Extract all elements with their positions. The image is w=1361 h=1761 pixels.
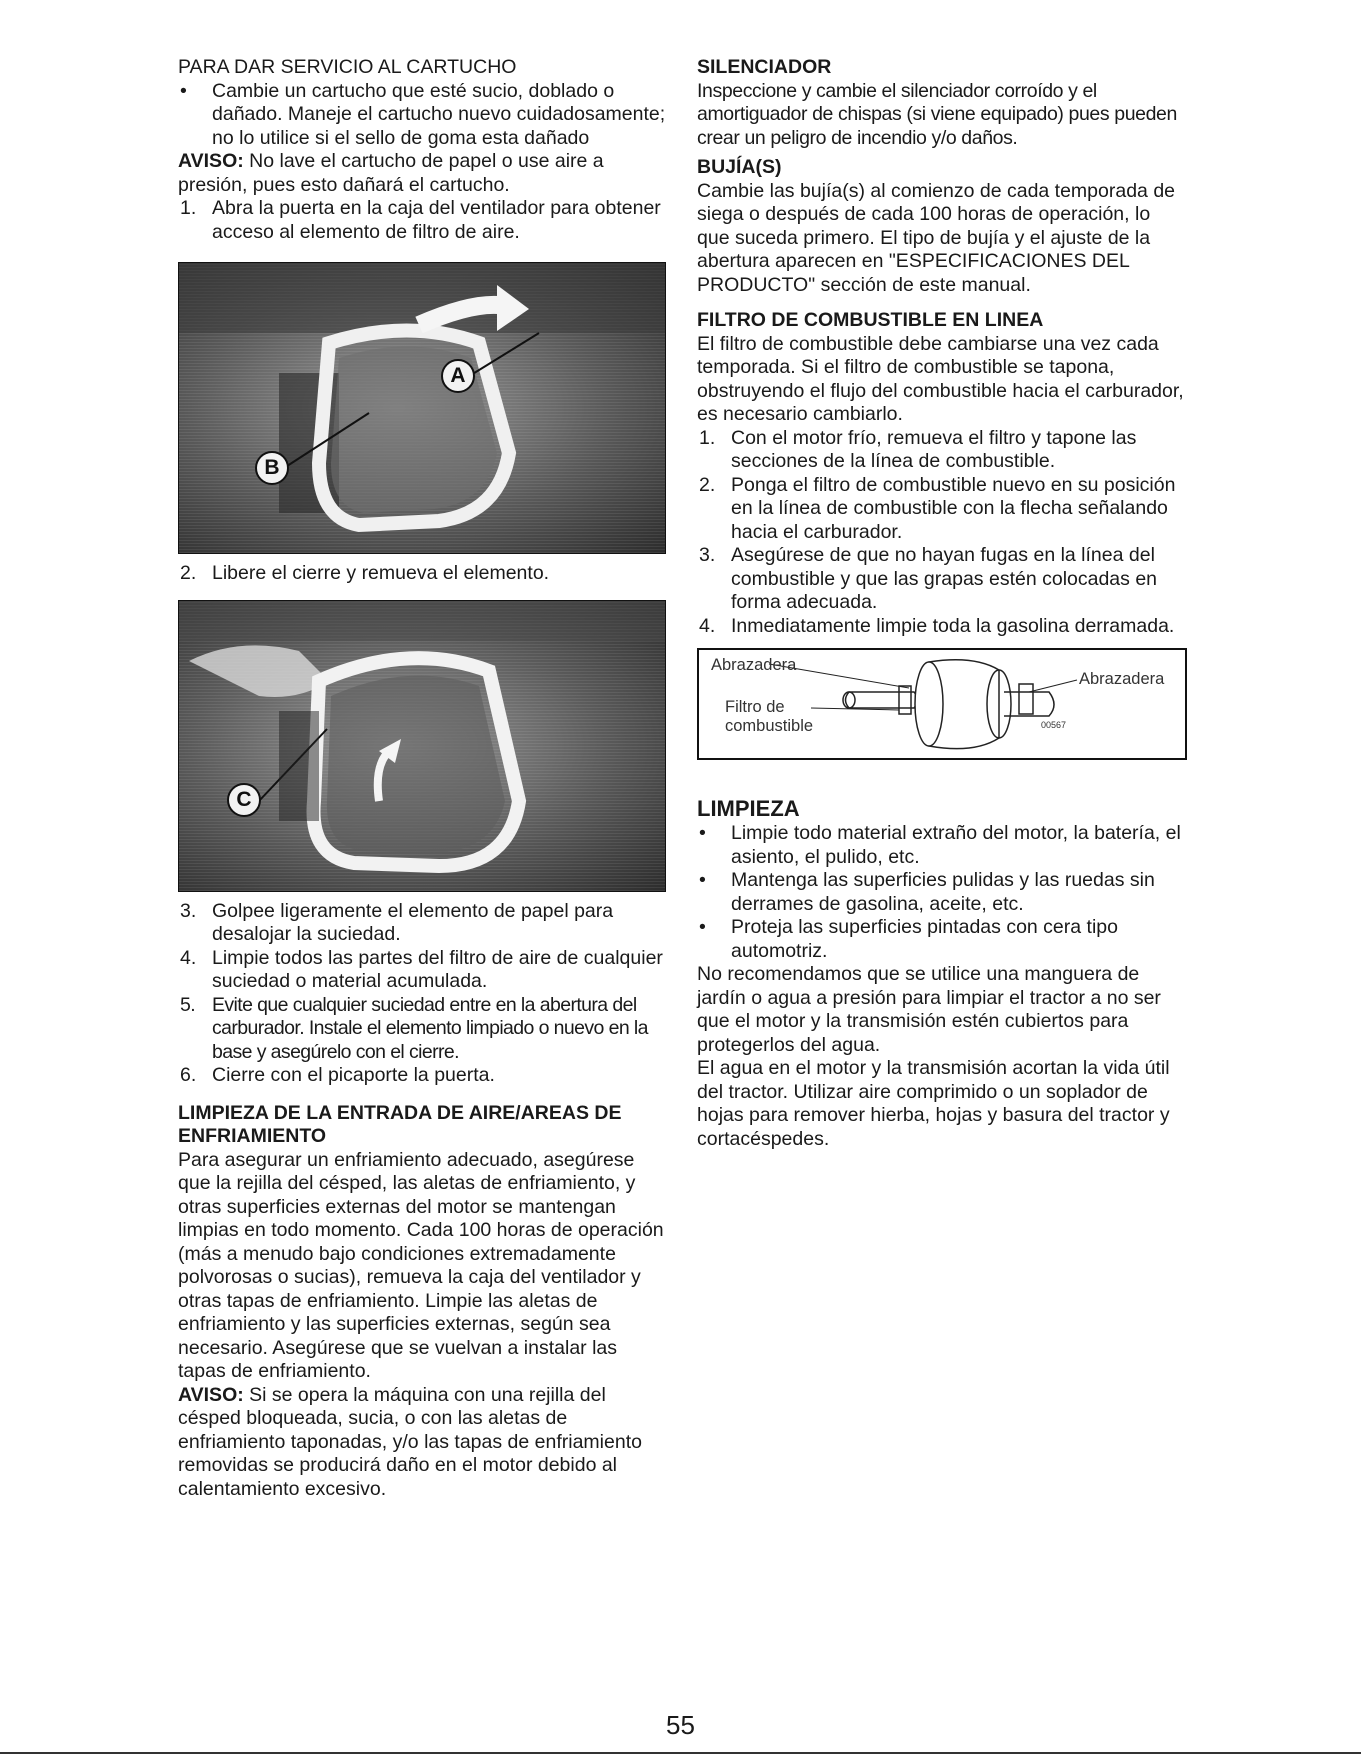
clamp-left-label: Abrazadera (711, 656, 797, 674)
cleaning-paragraph-1: No recomendamos que se utilice una manguera de jardín o agua a presión para limpiar el tractor a no ser que el motor y la transmisión estén cubiertos para protegerlos del agua. (697, 963, 1161, 1056)
photo-2-illustration (179, 601, 665, 891)
filter-label-line2: combustible (725, 717, 814, 735)
step-5: 5. Evite que cualquier suciedad entre en la abertura del carburador. Instale el elemento limpiado o nuevo en la base y asegúrelo con el cierre. (180, 993, 648, 1063)
fuel-filter-diagram (697, 648, 1187, 760)
fuel-step-3: 3. Asegúrese de que no hayan fugas en la línea del combustible y que las grapas estén colocadas en forma adecuada. (699, 544, 1158, 613)
cleaning-paragraph-2: El agua en el motor y la transmisión acortan la vida útil del tractor. Utilizar aire comprimido o un soplador de hojas para remover hierba, hojas y basura del tractor y cortacéspedes. (697, 1057, 1170, 1150)
fuel-step-4: 4. Inmediatamente limpie toda la gasolina derramada. (699, 614, 1175, 637)
callout-a: A (441, 359, 475, 393)
cleaning-heading: LIMPIEZA (697, 796, 800, 821)
callout-c: C (227, 783, 261, 817)
cleaning-bullet-2: • Mantenga las superficies pulidas y las ruedas sin derrames de gasolina, aceite, etc. (699, 869, 1155, 915)
cartridge-heading: PARA DAR SERVICIO AL CARTUCHO (178, 56, 517, 78)
page-number: 55 (666, 1710, 695, 1740)
step-1: 1. Abra la puerta en la caja del ventilador para obtener acceso al elemento de filtro de aire. (180, 197, 661, 243)
muffler-heading: SILENCIADOR (697, 56, 832, 78)
air-filter-photo-2 (178, 600, 666, 892)
step-6: 6. Cierre con el picaporte la puerta. (180, 1064, 495, 1086)
step-4: 4. Limpie todos las partes del filtro de aire de cualquier suciedad o material acumulada. (180, 946, 663, 992)
left-column (178, 56, 668, 1501)
bullet-marker: • (180, 79, 187, 102)
callout-b: B (255, 451, 289, 485)
right-column (697, 56, 1187, 1151)
diagram-code: 00567 (1041, 720, 1067, 730)
cleaning-bullet-1: • Limpie todo material extraño del motor, la batería, el asiento, el pulido, etc. (699, 822, 1181, 868)
notice-2: AVISO: Si se opera la máquina con una rejilla del césped bloqueada, sucia, o con las aletas de enfriamiento taponadas, y/o las tapas de enfriamiento removidas se producirá daño en el motor debido al calentamiento excesivo. (178, 1383, 642, 1500)
notice-1: AVISO: No lave el cartucho de papel o use aire a presión, pues esto dañará el cartucho. (178, 150, 604, 196)
bottom-rule (0, 1752, 1361, 1754)
fuel-step-2: 2. Ponga el filtro de combustible nuevo en su posición en la línea de combustible con la flecha señalando hacia el carburador. (699, 473, 1176, 543)
air-filter-photo-1 (178, 262, 666, 554)
cartridge-bullet: • Cambie un cartucho que esté sucio, doblado o dañado. Maneje el cartucho nuevo cuidadosamente; no lo utilice si el sello de goma esta dañado (180, 79, 666, 149)
clamp-right-label: Abrazadera (1079, 670, 1165, 688)
muffler-paragraph: Inspeccione y cambie el silenciador corroído y el amortiguador de chispas (si viene equipado) pues pueden crear un peligro de incendio y/o daños. (697, 79, 1177, 149)
spark-plug-heading: BUJÍA(S) (697, 156, 782, 178)
filter-label-line1: Filtro de (725, 698, 785, 716)
step-2: 2. Libere el cierre y remueva el elemento. (180, 562, 550, 584)
intake-heading: LIMPIEZA DE LA ENTRADA DE AIRE/AREAS DE ENFRIAMIENTO (178, 1101, 622, 1147)
cleaning-bullet-3: • Proteja las superficies pintadas con cera tipo automotriz. (699, 916, 1118, 962)
fuel-filter-heading: FILTRO DE COMBUSTIBLE EN LINEA (697, 309, 1044, 331)
photo-1-illustration (179, 263, 665, 553)
step-3: 3. Golpee ligeramente el elemento de papel para desalojar la suciedad. (180, 899, 614, 945)
spark-plug-paragraph: Cambie las bujía(s) al comienzo de cada temporada de siega o después de cada 100 horas de operación, lo que suceda primero. El tipo de bujía y el ajuste de la abertura aparecen en "ESPECIFICACIONES DEL PRODUCTO" sección de este manual. (697, 179, 1176, 296)
fuel-step-1: 1. Con el motor frío, remueva el filtro y tapone las secciones de la línea de combustible. (699, 426, 1137, 472)
fuel-filter-paragraph: El filtro de combustible debe cambiarse una vez cada temporada. Si el filtro de combustible se tapona, obstruyendo el flujo del combustible hacia el carburador, es necesario cambiarlo. (697, 332, 1184, 425)
intake-paragraph: Para asegurar un enfriamiento adecuado, asegúrese que la rejilla del césped, las aletas de enfriamiento, y otras superficies externas del motor se mantengan limpias en todo momento. Cada 100 horas de operación (más a menudo bajo condiciones extremadamente polvorosas o sucias), remueva la caja del ventilador y otras tapas de enfriamiento. Limpie las aletas de enfriamiento y las superficies externas, según sea necesario. Asegúrese que se vuelvan a instalar las tapas de enfriamiento. (178, 1148, 664, 1382)
